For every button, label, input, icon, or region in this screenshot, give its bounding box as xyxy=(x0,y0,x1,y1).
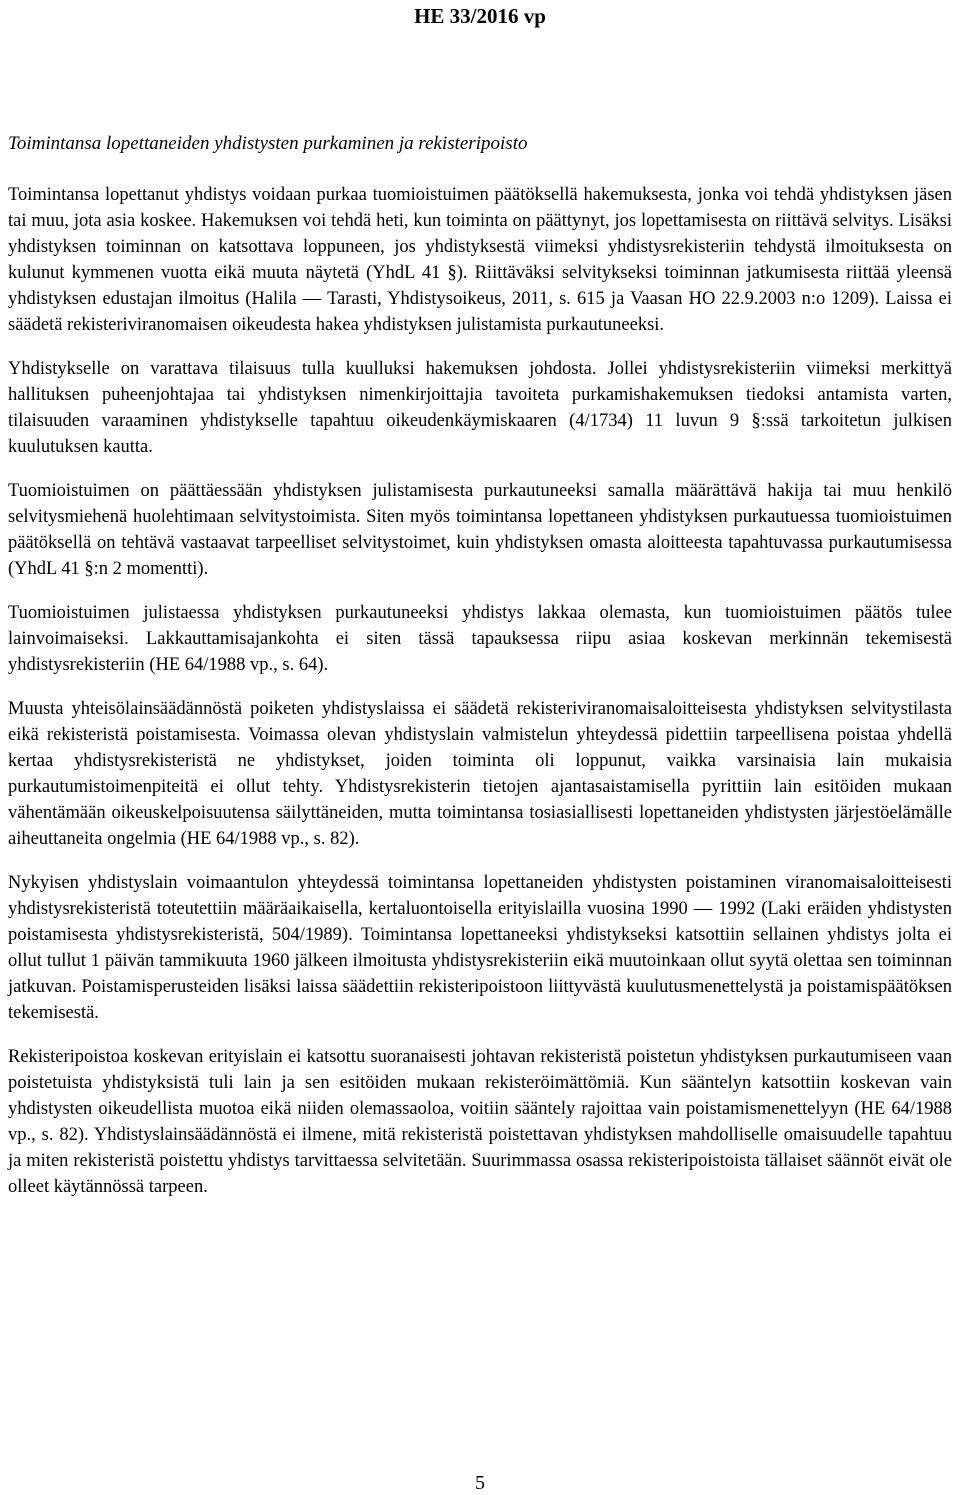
paragraph: Toimintansa lopettanut yhdistys voidaan purkaa tuomioistuimen päätöksellä hakemuksesta, jonka voi tehdä yhdistyksen jäsen tai muu, jota asia koskee. Hakemuksen voi tehdä heti, kun toiminta on päättynyt, jos lopettamisesta on riittävä selvitys. Lisäksi yhdistyksen toiminnan on katsottava loppuneen, jos yhdistyksestä viimeksi yhdistysrekisteriin tehdystä ilmoituksesta on kulunut kymmenen vuotta eikä muuta näytetä (YhdL 41 §). Riittäväksi selvitykseksi toiminnan jatkumisesta riittää yleensä yhdistyksen edustajan ilmoitus (Halila — Tarasti, Yhdistysoikeus, 2011, s. 615 ja Vaasan HO 22.9.2003 n:o 1209). Laissa ei säädetä rekisteriviranomaisen oikeudesta hakea yhdistyksen julistamista purkautuneeksi. xyxy=(8,185,952,335)
document-header-title: HE 33/2016 vp xyxy=(414,4,546,28)
paragraph: Muusta yhteisölainsäädännöstä poiketen yhdistyslaissa ei säädetä rekisteriviranomaisaloitteisesta yhdistyksen selvitystilasta eikä rekisteristä poistamisesta. Voimassa olevan yhdistyslain valmistelun yhteydessä pidettiin tarpeellisena poistaa yhdellä kertaa yhdistysrekisteristä ne yhdistykset, joiden toiminta oli loppunut, vaikka varsinaisia lain mukaisia purkautumistoimenpiteitä ei ollut tehty. Yhdistysrekisterin tietojen ajantasaistamisella pyrittiin lain esitöiden mukaan vähentämään oikeuskelpoisuutensa säilyttäneiden, mutta toimintansa tosiasiallisesti lopettaneiden yhdistysten järjestöelämälle aiheuttaneita ongelmia (HE 64/1988 vp., s. 82). xyxy=(8,699,952,849)
section-heading: Toimintansa lopettaneiden yhdistysten purkaminen ja rekisteripoisto xyxy=(8,133,528,154)
page-number: 5 xyxy=(475,1472,485,1494)
paragraph: Nykyisen yhdistyslain voimaantulon yhteydessä toimintansa lopettaneiden yhdistysten poistaminen viranomaisaloitteisesti yhdistysrekisteristä toteutettiin määräaikaisella, kertaluontoisella erityislailla vuosina 1990 — 1992 (Laki eräiden yhdistysten poistamisesta yhdistysrekisteristä, 504/1989). Toimintansa lopettaneeksi yhdistykseksi katsottiin sellainen yhdistys jolta ei ollut tullut 1 päivän tammikuuta 1960 jälkeen ilmoitusta yhdistysrekisteriin eikä muutoinkaan ollut syytä olettaa sen toiminnan jatkuvan. Poistamisperusteiden lisäksi laissa säädettiin rekisteripoistoon liittyvästä kuulutusmenettelystä ja poistamispäätöksen tekemisestä. xyxy=(8,873,952,1023)
document-body xyxy=(8,132,952,1218)
paragraph: Rekisteripoistoa koskevan erityislain ei katsottu suoranaisesti johtavan rekisteristä poistetun yhdistyksen purkautumiseen vaan poistetuista yhdistyksistä tuli lain ja sen esitöiden mukaan rekisteröimättömiä. Kun sääntelyn katsottiin koskevan vain yhdistysten oikeudellista muotoa eikä niiden olemassaoloa, voitiin sääntely rajoittaa vain poistamismenettelyyn (HE 64/1988 vp., s. 82). Yhdistyslainsäädännöstä ei ilmene, mitä rekisteristä poistettavan yhdistyksen mahdolliselle omaisuudelle tapahtuu ja miten rekisteristä poistettu yhdistys tarvittaessa selvitetään. Suurimmassa osassa rekisteripoistoista tällaiset säännöt eivät ole olleet käytännössä tarpeen. xyxy=(8,1047,952,1197)
paragraph: Tuomioistuimen on päättäessään yhdistyksen julistamisesta purkautuneeksi samalla määrättävä hakija tai muu henkilö selvitysmiehenä huolehtimaan selvitystoimista. Siten myös toimintansa lopettaneen yhdistyksen purkautuessa tuomioistuimen päätöksellä on tehtävä vastaavat tarpeelliset selvitystoimet, kuin yhdistyksen omasta aloitteesta tapahtuvassa purkautumisessa (YhdL 41 §:n 2 momentti). xyxy=(8,481,952,579)
paragraph: Tuomioistuimen julistaessa yhdistyksen purkautuneeksi yhdistys lakkaa olemasta, kun tuomioistuimen päätös tulee lainvoimaiseksi. Lakkauttamisajankohta ei siten tässä tapauksessa riipu asiaa koskevan merkinnän tekemisestä yhdistysrekisteriin (HE 64/1988 vp., s. 64). xyxy=(8,603,952,675)
paragraph: Yhdistykselle on varattava tilaisuus tulla kuulluksi hakemuksen johdosta. Jollei yhdistysrekisteriin viimeksi merkittyä hallituksen puheenjohtajaa tai yhdistyksen nimenkirjoittajia tavoiteta purkamishakemuksen tiedoksi antamista varten, tilaisuuden varaaminen yhdistykselle tapahtuu oikeudenkäymiskaaren (4/1734) 11 luvun 9 §:ssä tarkoitetun julkisen kuulutuksen kautta. xyxy=(8,359,952,457)
